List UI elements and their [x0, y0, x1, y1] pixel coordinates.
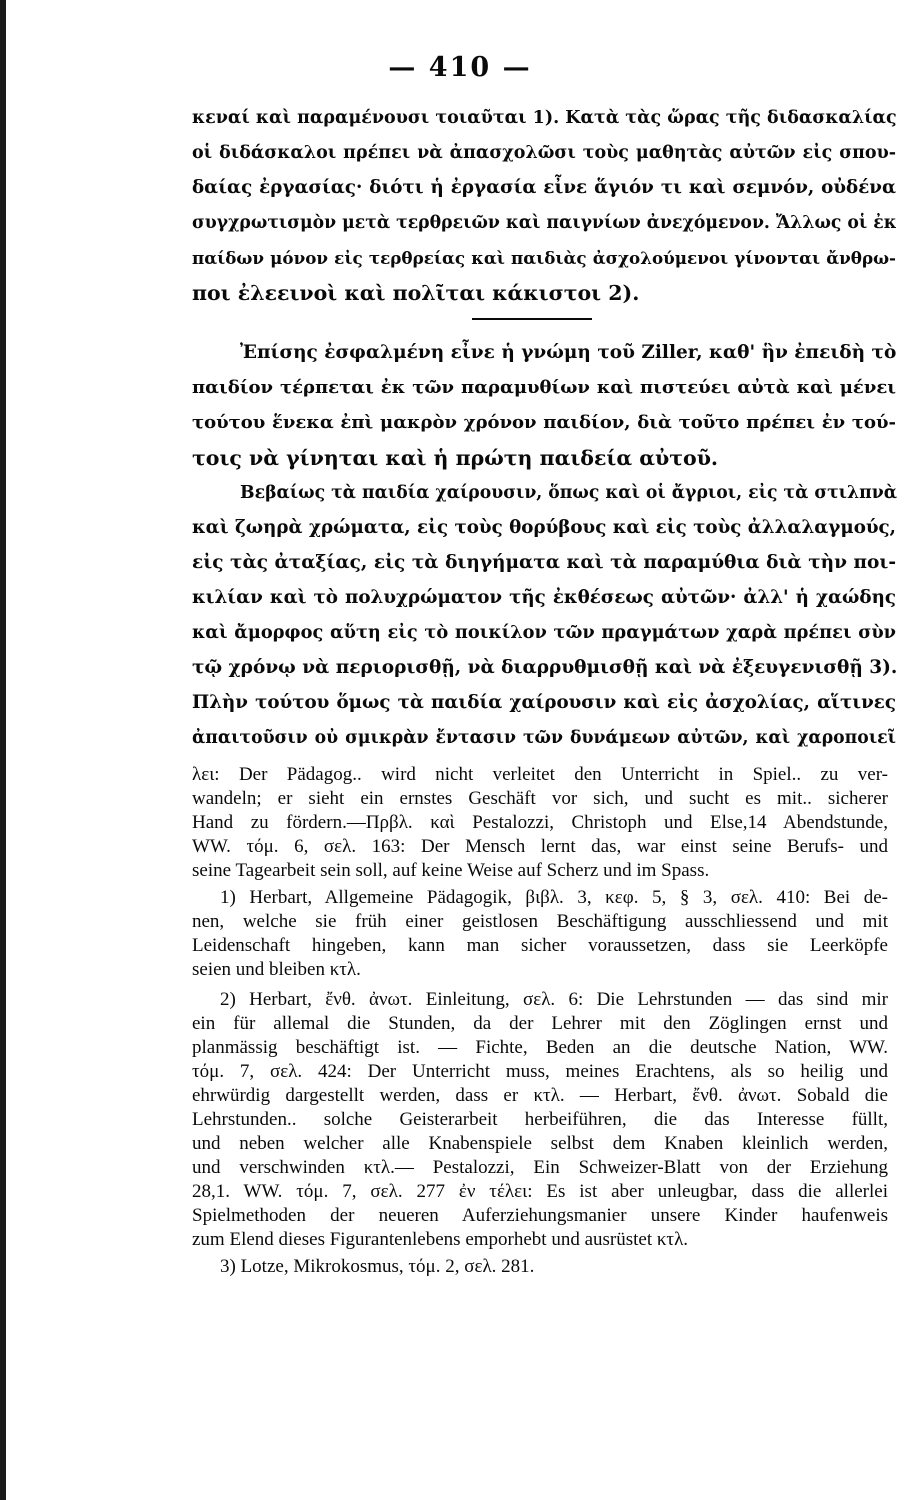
page-edge-shadow: [0, 0, 6, 1500]
footnote-line: Leidenschaft hingeben, kann man sicher voraussetzen, dass sie Leerköpfe: [192, 935, 888, 956]
footnote-line: ehrwürdig dargestellt werden, dass er κτλ. — Herbart, ἔνθ. ἀνωτ. Sobald die: [192, 1085, 888, 1106]
footnote-line: λει: Der Pädagog.. wird nicht verleitet den Unterricht in Spiel.. zu ver-: [192, 764, 888, 785]
footnote-line: planmässig beschäftigt ist. — Fichte, Beden an die deutsche Nation, WW.: [192, 1037, 888, 1058]
footnote-line: WW. τόμ. 6, σελ. 163: Der Mensch lernt das, war einst seine Berufs- und: [192, 836, 888, 857]
section-divider: [472, 318, 592, 320]
main-text-line: οἱ διδάσκαλοι πρέπει νὰ ἀπασχολῶσι τοὺς μαθητὰς αὐτῶν εἰς σπου-: [192, 143, 896, 163]
footnote-line: zum Elend dieses Figurantenlebens emporhebt und ausrüstet κτλ.: [192, 1229, 689, 1250]
main-text-line: δαίας ἐργασίας· διότι ἡ ἐργασία εἶνε ἅγιόν τι καὶ σεμνόν, οὐδένα: [192, 177, 896, 198]
main-text-line: Ἐπίσης ἐσφαλμένη εἶνε ἡ γνώμη τοῦ Ziller, καθ' ἣν ἐπειδὴ τὸ: [240, 342, 897, 363]
page-number: — 410 —: [388, 52, 532, 83]
main-text-line: Βεβαίως τὰ παιδία χαίρουσιν, ὅπως καὶ οἱ ἄγριοι, εἰς τὰ στιλπνὰ: [240, 483, 897, 503]
footnote-line: 1) Herbart, Allgemeine Pädagogik, βιβλ. 3, κεφ. 5, § 3, σελ. 410: Bei de-: [220, 887, 888, 908]
main-text-line: τοις νὰ γίνηται καὶ ἡ πρώτη παιδεία αὐτοῦ.: [192, 446, 719, 470]
main-text-line: ποι ἐλεεινοὶ καὶ πολῖται κάκιστοι 2).: [192, 281, 640, 305]
main-text-line: κιλίαν καὶ τὸ πολυχρώματον τῆς ἐκθέσεως αὐτῶν· ἀλλ' ἡ χαώδης: [192, 587, 896, 608]
footnote-line: seine Tagearbeit sein soll, auf keine Weise auf Scherz und im Spass.: [192, 860, 710, 881]
footnote-line: Lehrstunden.. solche Geisterarbeit herbeiführen, die das Interesse füllt,: [192, 1109, 888, 1130]
footnote-line: und neben welcher alle Knabenspiele selbst dem Knaben kleinlich werden,: [192, 1133, 888, 1154]
footnote-line: nen, welche sie früh einer geistlosen Beschäftigung ausschliessend und mit: [192, 911, 888, 932]
footnote-line: 28,1. WW. τόμ. 7, σελ. 277 ἐν τέλει: Es ist aber unleugbar, dass die allerlei: [192, 1181, 888, 1202]
footnote-line: 3) Lotze, Mikrokosmus, τόμ. 2, σελ. 281.: [220, 1256, 535, 1277]
main-text-line: τῷ χρόνῳ νὰ περιορισθῇ, νὰ διαρρυθμισθῇ καὶ νὰ ἐξευγενισθῇ 3).: [192, 657, 898, 678]
footnote-line: Spielmethoden der neueren Auferziehungsmanier unsere Kinder haufenweis: [192, 1205, 888, 1226]
main-text-line: παίδων μόνον εἰς τερθρείας καὶ παιδιὰς ἀσχολούμενοι γίνονται ἄνθρω-: [192, 248, 896, 268]
main-text-line: τούτου ἕνεκα ἐπὶ μακρὸν χρόνον παιδίον, διὰ τοῦτο πρέπει ἐν τού-: [192, 412, 896, 433]
main-text-line: εἰς τὰς ἀταξίας, εἰς τὰ διηγήματα καὶ τὰ παραμύθια διὰ τὴν ποι-: [192, 552, 896, 573]
footnote-line: ein für allemal die Stunden, da der Lehrer mit den Zöglingen ernst und: [192, 1013, 888, 1034]
main-text-line: ἀπαιτοῦσιν οὐ σμικρὰν ἔντασιν τῶν δυνάμεων αὐτῶν, καὶ χαροποιεῖ: [192, 728, 896, 748]
footnote-line: τόμ. 7, σελ. 424: Der Unterricht muss, meines Erachtens, als so heilig und: [192, 1061, 888, 1082]
main-text-line: κεναί καὶ παραμένουσι τοιαῦται 1). Κατὰ τὰς ὥρας τῆς διδασκαλίας: [192, 108, 897, 128]
main-text-line: συγχρωτισμὸν μετὰ τερθρειῶν καὶ παιγνίων ἀνεχόμενον. Ἄλλως οἱ ἐκ: [192, 213, 897, 233]
footnote-line: 2) Herbart, ἔνθ. ἀνωτ. Einleitung, σελ. 6: Die Lehrstunden — das sind mir: [220, 989, 888, 1010]
footnote-line: Hand zu fördern.—Πρβλ. καὶ Pestalozzi, Christoph und Else,14 Abendstunde,: [192, 812, 888, 833]
main-text-line: καὶ ζωηρὰ χρώματα, εἰς τοὺς θορύβους καὶ εἰς τοὺς ἀλλαλαγμούς,: [192, 517, 896, 538]
main-text-line: παιδίον τέρπεται ἐκ τῶν παραμυθίων καὶ πιστεύει αὐτὰ καὶ μένει: [192, 377, 896, 398]
main-text-line: καὶ ἄμορφος αὕτη εἰς τὸ ποικίλον τῶν πραγμάτων χαρὰ πρέπει σὺν: [192, 622, 896, 643]
main-text-line: Πλὴν τούτου ὅμως τὰ παιδία χαίρουσιν καὶ εἰς ἀσχολίας, αἵτινες: [192, 692, 896, 713]
footnote-line: wandeln; er sieht ein ernstes Geschäft vor sich, und sucht es mit.. sicherer: [192, 788, 888, 809]
footnote-line: seien und bleiben κτλ.: [192, 959, 361, 980]
footnote-line: und verschwinden κτλ.— Pestalozzi, Ein Schweizer-Blatt von der Erziehung: [192, 1157, 888, 1178]
